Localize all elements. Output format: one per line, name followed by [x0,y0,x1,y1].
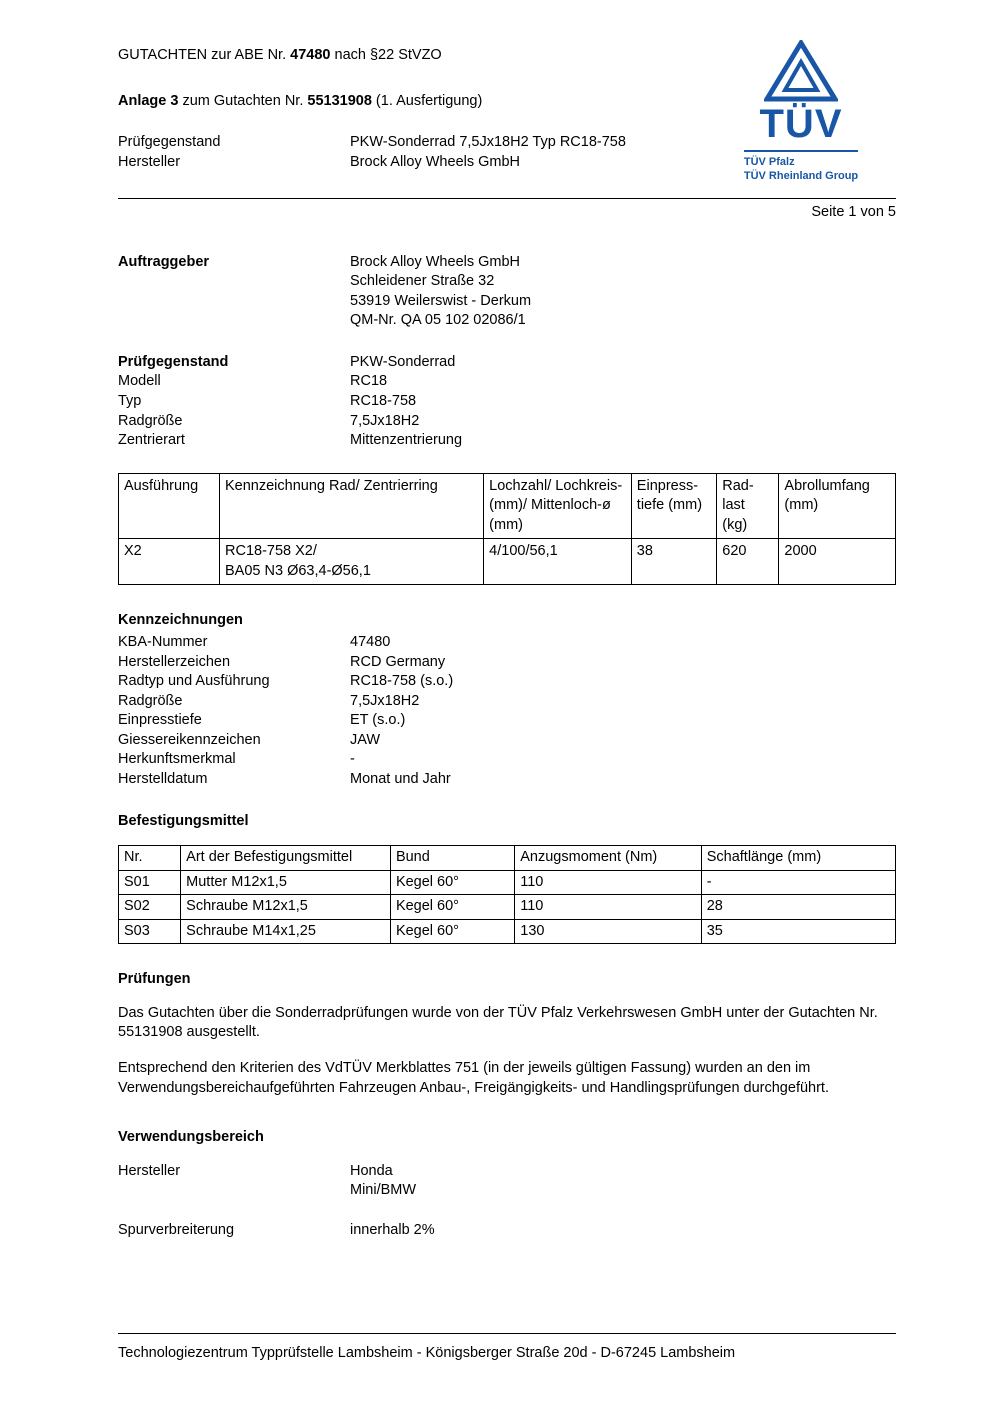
wheel-spec-table [118,473,896,586]
pruefgegenstand-row-title [118,353,896,373]
auftraggeber-title: Auftraggeber [118,253,210,270]
auftraggeber-spacer-3 [118,292,350,312]
pruefgegenstand-value-zentrierart: Mittenzentrierung [350,432,463,449]
col-header-radlast: Rad-last (kg) [717,473,779,539]
pruefgegenstand-label-modell: Modell [118,373,161,390]
document-header [118,46,896,186]
pruefgegenstand-title: Prüfgegenstand [118,353,229,370]
cell-schaftlaenge: - [701,870,895,895]
cell-kennzeichnung-line2: BA05 N3 Ø63,4-Ø56,1 [225,562,371,579]
page-number-note: Seite 1 von 5 [811,204,896,220]
cell-schaftlaenge: 35 [701,919,895,944]
verwendungsbereich-hersteller-values [350,1162,896,1201]
verwendungsbereich-label-spur: Spurverbreiterung [118,1221,235,1238]
kennzeichnungen-value-herkunft: - [350,751,355,768]
table-row [119,539,896,585]
cell-bund: Kegel 60° [390,895,514,920]
kennzeichnungen-label-herstelldatum: Herstelldatum [118,770,208,787]
col-header-anzugsmoment: Anzugsmoment (Nm) [515,846,701,871]
kennzeichnungen-row-radgroesse [118,692,896,712]
col-header-kennzeichnung: Kennzeichnung Rad/ Zentrierring [220,473,484,539]
befestigungsmittel-table [118,845,896,944]
header-value-hersteller: Brock Alloy Wheels GmbH [350,153,521,170]
verwendungsbereich-hersteller-2: Mini/BMW [350,1182,417,1199]
pruefgegenstand-row-radgroesse [118,412,896,432]
pruefgegenstand-section [118,353,896,451]
cell-anzugsmoment: 110 [515,895,701,920]
table-header-row [119,846,896,871]
kennzeichnungen-label-kba: KBA-Nummer [118,634,208,650]
kennzeichnungen-value-einpresstiefe: ET (s.o.) [350,712,406,729]
pruefgegenstand-row-zentrierart [118,431,896,451]
table-row [119,919,896,944]
kennzeichnungen-value-radgroesse: 7,5Jx18H2 [350,692,420,709]
kennzeichnungen-row-herstellerzeichen [118,653,896,673]
table-row [119,895,896,920]
verwendungsbereich-row-hersteller [118,1162,896,1201]
pruefgegenstand-row-typ [118,392,896,412]
tuv-subtitle-line2: TÜV Rheinland Group [743,169,859,182]
verwendungsbereich-label-hersteller: Hersteller [118,1162,181,1179]
tuv-subtitle-line1: TÜV Pfalz [743,156,795,168]
cell-art: Schraube M12x1,5 [181,895,391,920]
kennzeichnungen-row-herkunft [118,750,896,770]
auftraggeber-section [118,253,896,331]
kennzeichnungen-value-kba: 47480 [350,634,391,650]
kennzeichnungen-label-einpresstiefe: Einpresstiefe [118,712,202,729]
befestigungsmittel-title: Befestigungsmittel [118,812,249,829]
cell-nr: S01 [119,870,181,895]
header-label-pruefgegenstand: Prüfgegenstand [118,134,221,151]
col-header-schaftlaenge: Schaftlänge (mm) [701,846,895,871]
pruefgegenstand-label-radgroesse: Radgröße [118,412,183,429]
col-header-einpresstiefe: Einpress-tiefe (mm) [631,473,716,539]
kennzeichnungen-value-herstelldatum: Monat und Jahr [350,770,451,787]
cell-art: Schraube M14x1,25 [181,919,391,944]
gutachten-title-pre: GUTACHTEN zur ABE Nr. [118,47,291,63]
kennzeichnungen-label-giesserei: Giessereikennzeichen [118,731,261,748]
auftraggeber-line-2: Schleidener Straße 32 [350,273,495,290]
header-value-pruefgegenstand: PKW-Sonderrad 7,5Jx18H2 Typ RC18-758 [350,134,626,151]
auftraggeber-spacer-2 [118,272,350,292]
pruefungen-title: Prüfungen [118,971,191,988]
verwendungsbereich-row-spur [118,1221,896,1241]
cell-anzugsmoment: 130 [515,919,701,944]
tuv-wordmark: TÜV [759,102,843,146]
cell-kennzeichnung-line1: RC18-758 X2/ [225,543,317,560]
gutachten-abe-number: 47480 [290,47,331,63]
tuv-subtitle [744,150,858,184]
kennzeichnungen-row-radtyp [118,672,896,692]
cell-nr: S03 [119,919,181,944]
pruefgegenstand-label-typ: Typ [118,392,142,409]
col-header-ausfuehrung: Ausführung [119,473,220,539]
col-header-bund: Bund [390,846,514,871]
kennzeichnungen-section [118,611,896,789]
cell-nr: S02 [119,895,181,920]
anlage-post: (1. Ausfertigung) [371,92,483,109]
cell-art: Mutter M12x1,5 [181,870,391,895]
pruefungen-paragraph-1: Das Gutachten über die Sonderradprüfungen wurde von der TÜV Pfalz Verkehrswesen GmbH unter der Gutachten Nr. 55131908 ausgestellt. [118,1004,878,1041]
auftraggeber-line-3: 53919 Weilerswist - Derkum [350,292,532,309]
header-label-hersteller: Hersteller [118,153,181,170]
pruefgegenstand-value-typ: RC18-758 [350,392,417,409]
col-header-lochzahl: Lochzahl/ Lochkreis- (mm)/ Mittenloch-ø (mm) [484,473,632,539]
kennzeichnungen-value-herstellerzeichen: RCD Germany [350,653,446,670]
auftraggeber-line-4: QM-Nr. QA 05 102 02086/1 [350,312,526,329]
cell-einpresstiefe: 38 [631,539,716,585]
col-header-abrollumfang: Abrollumfang (mm) [779,473,896,539]
cell-schaftlaenge: 28 [701,895,895,920]
cell-ausfuehrung: X2 [119,539,220,585]
gutachten-title-post: nach §22 StVZO [330,47,442,63]
kennzeichnungen-label-radgroesse: Radgröße [118,692,183,709]
kennzeichnungen-label-herkunft: Herkunftsmerkmal [118,751,236,768]
kennzeichnungen-value-giesserei: JAW [350,731,381,748]
header-divider [118,198,896,199]
col-header-art: Art der Befestigungsmittel [181,846,391,871]
spacer-verwendungsbereich [118,1114,896,1128]
footer-text: Technologiezentrum Typprüfstelle Lambsheim - Königsberger Straße 20d - D-67245 Lambsheim [118,1345,736,1362]
spacer-spurverbreiterung [118,1201,896,1221]
verwendungsbereich-value-spur: innerhalb 2% [350,1221,435,1238]
kennzeichnungen-label-herstellerzeichen: Herstellerzeichen [118,653,231,670]
auftraggeber-row-4 [118,311,896,331]
col-header-nr: Nr. [119,846,181,871]
cell-lochzahl: 4/100/56,1 [484,539,632,585]
auftraggeber-spacer-4 [118,311,350,331]
kennzeichnungen-row-giesserei [118,731,896,751]
footer-divider [118,1333,896,1334]
tuv-triangle-icon [764,40,838,102]
auftraggeber-row-2 [118,272,896,292]
anlage-gutachten-number: 55131908 [307,92,372,109]
verwendungsbereich-title: Verwendungsbereich [118,1129,264,1146]
cell-bund: Kegel 60° [390,919,514,944]
spacer-pruefungen [118,944,896,970]
auftraggeber-row-3 [118,292,896,312]
pruefgegenstand-value-radgroesse: 7,5Jx18H2 [350,412,420,429]
pruefgegenstand-title-value: PKW-Sonderrad [350,353,456,370]
auftraggeber-row-1 [118,253,896,273]
table-header-row [119,473,896,539]
anlage-mid: zum Gutachten Nr. [178,92,308,109]
kennzeichnungen-value-radtyp: RC18-758 (s.o.) [350,673,454,690]
kennzeichnungen-row-einpresstiefe [118,711,896,731]
pruefungen-paragraph-2: Entsprechend den Kriterien des VdTÜV Merkblattes 751 (in der jeweils gültigen Fassung) wurden an den im Verwendungsbereichaufgeführten Fahrzeugen Anbau-, Freigängigkeits- und Handlingsprüfungen durchgeführt. [118,1060,829,1096]
anlage-label: Anlage 3 [118,92,179,109]
tuv-logo [706,40,896,185]
kennzeichnungen-label-radtyp: Radtyp und Ausführung [118,673,270,690]
document-footer [118,1333,896,1364]
kennzeichnungen-title: Kennzeichnungen [118,612,243,629]
kennzeichnungen-row-herstelldatum [118,770,896,790]
pruefgegenstand-label-zentrierart: Zentrierart [118,432,185,449]
pruefgegenstand-row-modell [118,372,896,392]
cell-kennzeichnung [220,539,484,585]
auftraggeber-line-1: Brock Alloy Wheels GmbH [350,253,521,270]
kennzeichnungen-row-kba [118,633,896,653]
cell-anzugsmoment: 110 [515,870,701,895]
cell-radlast: 620 [717,539,779,585]
table-row [119,870,896,895]
verwendungsbereich-hersteller-1: Honda [350,1162,393,1179]
pruefgegenstand-value-modell: RC18 [350,373,388,390]
cell-bund: Kegel 60° [390,870,514,895]
cell-abrollumfang: 2000 [779,539,896,585]
